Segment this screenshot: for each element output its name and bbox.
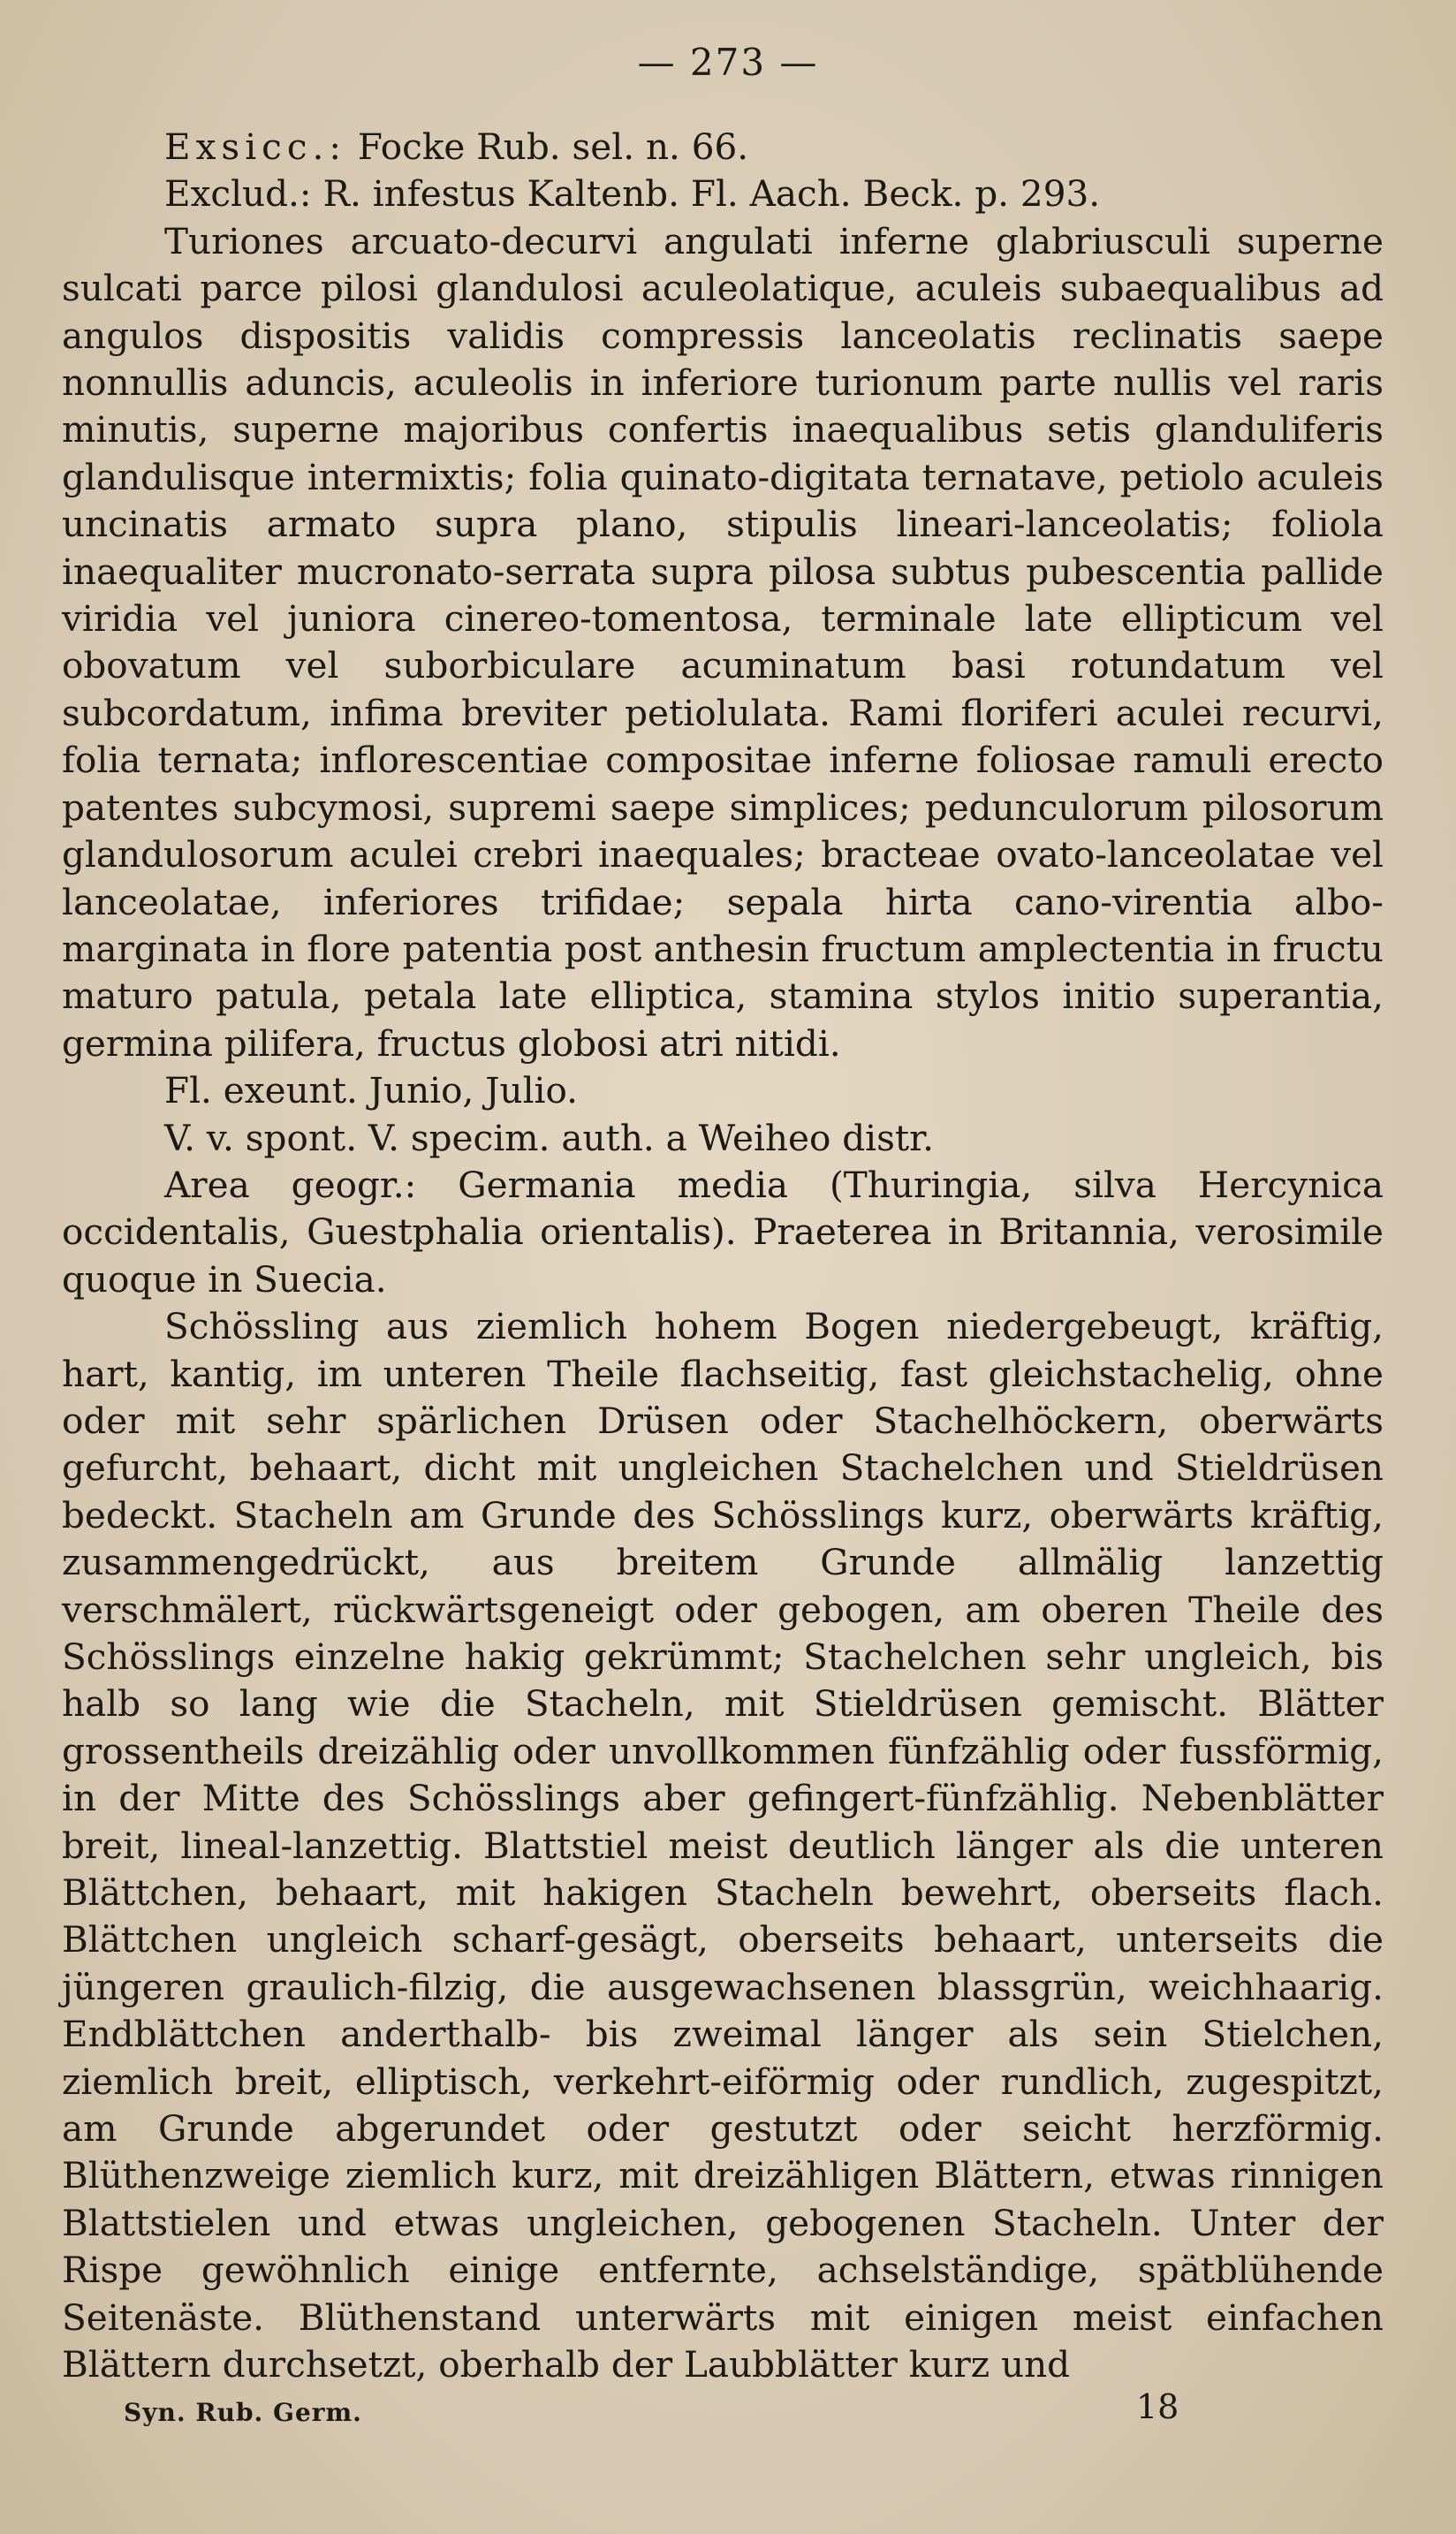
area-paragraph: Area geogr.: Germania media (Thuringia, silva Hercynica occidentalis, Guestphalia orientalis). Praeterea in Britannia, verosimile quoque in Suecia. — [62, 1163, 1384, 1301]
exsiccata-line — [62, 124, 1384, 171]
specimens-line: V. v. spont. V. specim. auth. a Weiheo distr. — [164, 1116, 934, 1159]
exsiccata-text: Focke Rub. sel. n. 66. — [346, 125, 749, 168]
excluded-text: R. infestus Kaltenb. Fl. Aach. Beck. p. 293. — [311, 172, 1101, 216]
page-number: — 273 — — [637, 41, 819, 84]
latin-description-paragraph: Turiones arcuato-decurvi angulati inferne glabriusculi superne sulcati parce pilosi glandulosi aculeolatique, aculeis subaequalibus ad angulos dispositis validis compressis lanceolatis reclinatis saepe nonnullis aduncis, aculeolis in inferiore turionum parte nullis vel raris minutis, superne majoribus confertis inaequalibus setis glanduliferis glandulisque intermixtis; folia quinato-digitata ternatave, petiolo aculeis uncinatis armato supra plano, stipulis lineari-lanceolatis; foliola inaequaliter mucronato-serrata supra pilosa subtus pubescentia pallide viridia vel juniora cinereo-tomentosa, terminale late ellipticum vel obovatum vel suborbiculare acuminatum basi rotundatum vel subcordatum, infima breviter petiolulata. Rami floriferi aculei recurvi, folia ternata; inflorescentiae compositae inferne foliosae ramuli erecto patentes subcymosi, supremi saepe simplices; pedunculorum pilosorum glandulosorum aculei crebri inaequales; bracteae ovato-lanceolatae vel lanceolatae, inferiores trifidae; sepala hirta cano-virentia albo-marginata in flore patentia post anthesin fructum amplectentia in fructu maturo patula, petala late elliptica, stamina stylos initio superantia, germina pilifera, fructus globosi atri nitidi. — [62, 219, 1384, 1065]
excluded-line — [62, 171, 1384, 217]
signature-mark: Syn. Rub. Germ. — [124, 2398, 362, 2427]
signature-number: 18 — [1136, 2387, 1179, 2426]
excluded-label: Exclud.: — [164, 172, 312, 216]
page-body — [62, 124, 1384, 2389]
german-description-paragraph: Schössling aus ziemlich hohem Bogen niedergebeugt, kräftig, hart, kantig, im unteren Theile flachseitig, fast gleichstachelig, ohne oder mit sehr spärlichen Drüsen oder Stachelhöckern, oberwärts gefurcht, behaart, dicht mit ungleichen Stachelchen und Stieldrüsen bedeckt. Stacheln am Grunde des Schösslings kurz, oberwärts kräftig, zusammengedrückt, aus breitem Grunde allmälig lanzettig verschmälert, rückwärtsgeneigt oder gebogen, am oberen Theile des Schösslings einzelne hakig gekrümmt; Stachelchen sehr ungleich, bis halb so lang wie die Stacheln, mit Stieldrüsen gemischt. Blätter grossentheils dreizählig oder unvollkommen fünfzählig oder fussförmig, in der Mitte des Schösslings aber gefingert-fünfzählig. Nebenblätter breit, lineal-lanzettig. Blattstiel meist deutlich länger als die unteren Blättchen, behaart, mit hakigen Stacheln bewehrt, oberseits flach. Blättchen ungleich scharf-gesägt, oberseits behaart, unterseits die jüngeren graulich-filzig, die ausgewachsenen blassgrün, weichhaarig. Endblättchen anderthalb- bis zweimal länger als sein Stielchen, ziemlich breit, elliptisch, verkehrt-eiförmig oder rundlich, zugespitzt, am Grunde abgerundet oder gestutzt oder seicht herzförmig. Blüthenzweige ziemlich kurz, mit dreizähligen Blättern, etwas rinnigen Blattstielen und etwas ungleichen, gebogenen Stacheln. Unter der Rispe gewöhnlich einige entfernte, achselständige, spätblühende Seitenäste. Blüthenstand unterwärts mit einigen meist einfachen Blättern durchsetzt, oberhalb der Laubblätter kurz und — [62, 1305, 1384, 2386]
exsiccata-label: Exsicc.: — [164, 125, 347, 168]
flowering-line: Fl. exeunt. Junio, Julio. — [164, 1069, 579, 1112]
